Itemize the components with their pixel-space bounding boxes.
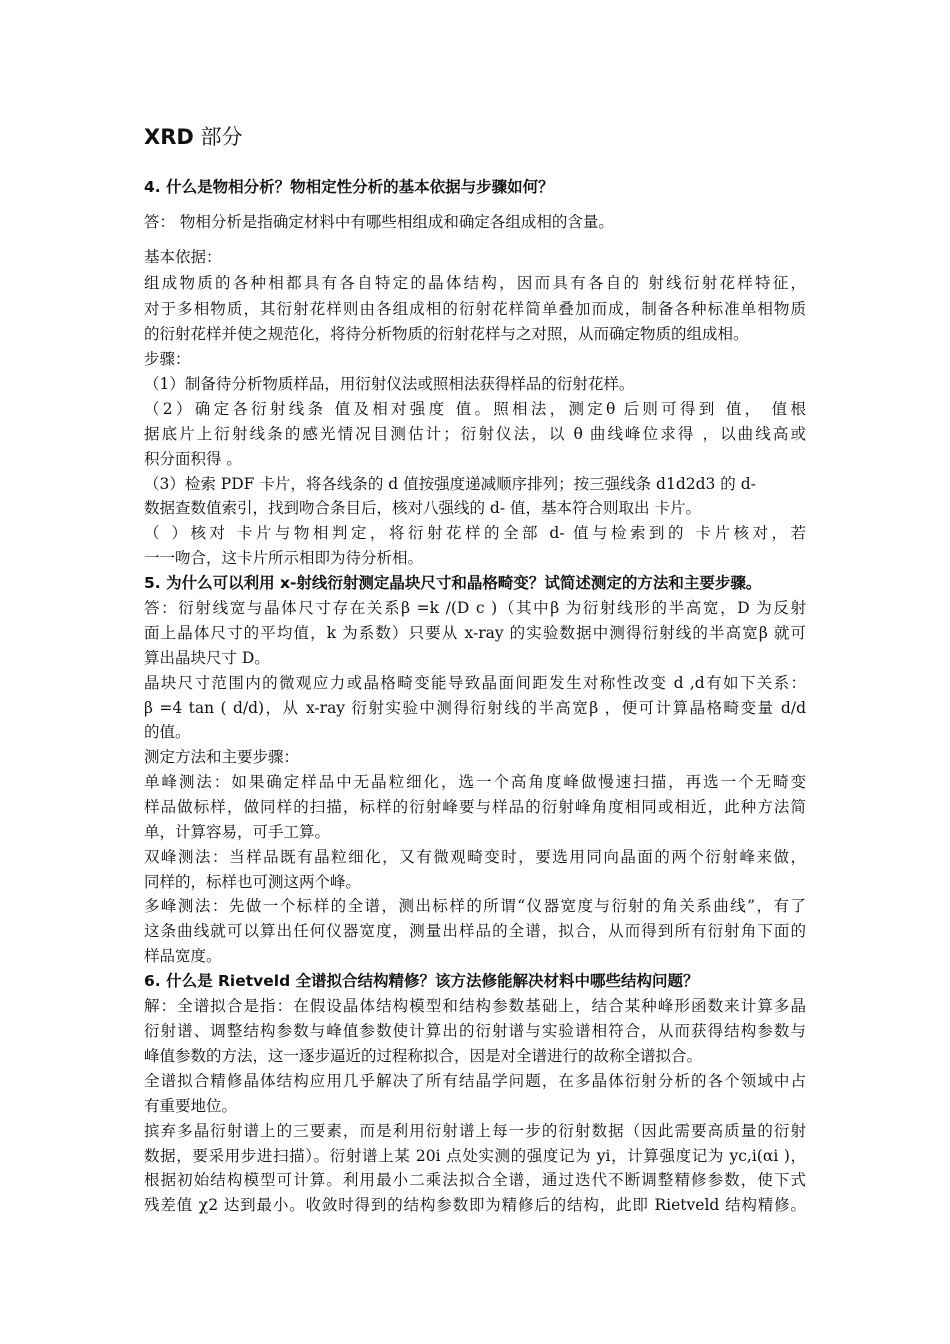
paragraph-line: 衍射谱、调整结构参数与峰值参数使计算出的衍射谱与实验谱相符合，从而获得结构参数与: [144, 1022, 806, 1040]
paragraph-line: 晶块尺寸范围内的微观应力或晶格畸变能导致晶面间距发生对称性改变 d ,d有如下关系：: [144, 674, 806, 692]
method-heading: 测定方法和主要步骤：: [144, 748, 300, 766]
paragraph-line: 的衍射花样并使之规范化，将待分析物质的衍射花样与之对照，从而确定物质的组成相。: [144, 325, 749, 343]
answer-4: 答： 物相分析是指确定材料中有哪些相组成和确定各组成相的含量。: [144, 213, 614, 231]
single-peak-method: 单峰测法：如果确定样品中无晶粒细化，选一个高角度峰做慢速扫描，再选一个无畸变: [144, 773, 806, 791]
question-4: 4. 什么是物相分析？物相定性分析的基本依据与步骤如何？: [144, 178, 554, 196]
paragraph-line: 全谱拟合精修晶体结构应用几乎解决了所有结晶学问题，在多晶体衍射分析的各个领域中占: [144, 1072, 806, 1090]
paragraph-line: β =4 tan ( d/d)，从 x-ray 衍射实验中测得衍射线的半高宽β ，便可计算晶格畸变量 d/d: [144, 699, 806, 717]
paragraph-line: 根据初始结构模型可计算。利用最小二乘法拟合全谱，通过迭代不断调整精修参数，使下式: [144, 1171, 806, 1189]
section-title-rest: 部分: [193, 125, 243, 149]
basis-heading: 基本依据：: [144, 248, 222, 266]
section-title-xrd: XRD: [144, 125, 194, 149]
paragraph-line: 据底片上衍射线条的感光情况目测估计；衍射仪法，以 θ 曲线峰位求得 ，以曲线高或: [144, 425, 806, 443]
paragraph-line: 数据，要采用步进扫描）。衍射谱上某 20i 点处实测的强度记为 yi，计算强度记为 yc,i(αi )，: [144, 1147, 806, 1165]
paragraph-line: 对于多相物质，其衍射花样则由各组成相的衍射花样简单叠加而成，制备各种标准单相物质: [144, 300, 806, 318]
answer-6: 解：全谱拟合是指：在假设晶体结构模型和结构参数基础上，结合某种峰形函数来计算多晶: [144, 997, 806, 1015]
paragraph-line: 面上晶体尺寸的平均值，k 为系数）只要从 x-ray 的实验数据中测得衍射线的半高宽β 就可: [144, 624, 806, 642]
answer-5: 答：衍射线宽与晶体尺寸存在关系β =k /(D c )（其中β 为衍射线形的半高宽，D 为反射: [144, 599, 806, 617]
double-peak-method: 双峰测法：当样品既有晶粒细化，又有微观畸变时，要选用同向晶面的两个衍射峰来做，: [144, 848, 806, 866]
paragraph-line: 算出晶块尺寸 D。: [144, 649, 270, 667]
paragraph-line: 同样的，标样也可测这两个峰。: [144, 873, 362, 891]
step-3: （3）检索 PDF 卡片，将各线条的 d 值按强度递减顺序排列；按三强线条 d1d2d3 的 d-: [144, 475, 756, 493]
step-1: （1）制备待分析物质样品，用衍射仪法或照相法获得样品的衍射花样。: [144, 375, 635, 393]
paragraph-line: 样品做标样，做同样的扫描，标样的衍射峰要与样品的衍射峰角度相同或相近，此种方法简: [144, 798, 806, 816]
paragraph-line: 单，计算容易，可手工算。: [144, 823, 331, 841]
question-5: 5. 为什么可以利用 x-射线衍射测定晶块尺寸和晶格畸变？试简述测定的方法和主要步骤。: [144, 574, 762, 592]
paragraph-line: 一一吻合，这卡片所示相即为待分析相。: [144, 549, 424, 567]
paragraph-line: 峰值参数的方法，这一逐步逼近的过程称拟合，因是对全谱进行的故称全谱拟合。: [144, 1047, 703, 1065]
question-6: 6. 什么是 Rietveld 全谱拟合结构精修？该方法修能解决材料中哪些结构问题？: [144, 972, 699, 990]
paragraph-line: 残差值 χ2 达到最小。收敛时得到的结构参数即为精修后的结构，此即 Rietveld 结构精修。: [144, 1196, 806, 1214]
paragraph-line: 组成物质的各种相都具有各自特定的晶体结构，因而具有各自的 射线衍射花样特征，: [144, 274, 806, 292]
paragraph-line: 积分面积得 。: [144, 450, 242, 468]
section-title: [144, 124, 242, 150]
paragraph-line: 有重要地位。: [144, 1097, 238, 1115]
paragraph-line: 这条曲线就可以算出任何仪器宽度，测量出样品的全谱，拟合，从而得到所有衍射角下面的: [144, 922, 806, 940]
step-4: （ ）核对 卡片与物相判定，将衍射花样的全部 d- 值与检索到的 卡片核对，若: [144, 524, 806, 542]
paragraph-line: 的值。: [144, 723, 191, 741]
step-2: （2）确定各衍射线条 值及相对强度 值。照相法，测定θ 后则可得到 值， 值根: [144, 400, 806, 418]
steps-heading: 步骤：: [144, 350, 191, 368]
paragraph-line: 摈弃多晶衍射谱上的三要素，而是利用衍射谱上每一步的衍射数据（因此需要高质量的衍射: [144, 1122, 806, 1140]
paragraph-line: 数据查数值索引，找到吻合条目后，核对八强线的 d- 值，基本符合则取出 卡片。: [144, 499, 701, 517]
multi-peak-method: 多峰测法：先做一个标样的全谱，测出标样的所谓“仪器宽度与衍射的角关系曲线”，有了: [144, 897, 806, 915]
paragraph-line: 样品宽度。: [144, 947, 222, 965]
